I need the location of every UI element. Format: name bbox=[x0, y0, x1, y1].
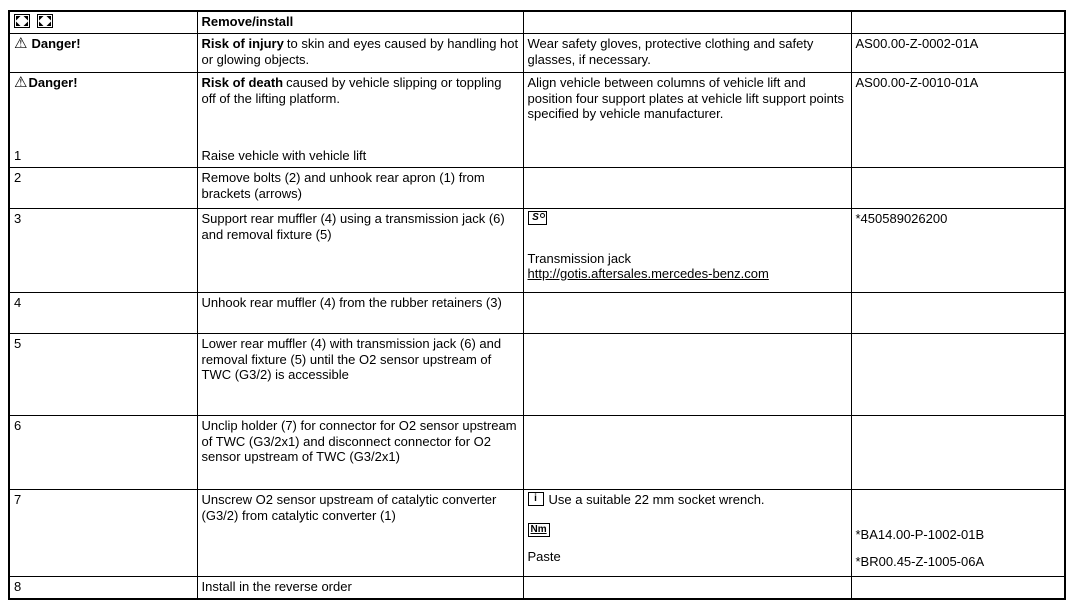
empty-cell bbox=[851, 293, 1065, 334]
table-row bbox=[9, 34, 1065, 73]
risk-description: caused by vehicle slipping or toppling off of the lifting platform. bbox=[201, 75, 502, 106]
empty-cell bbox=[851, 416, 1065, 490]
danger-text: Danger! bbox=[31, 36, 81, 52]
risk-title: Risk of death bbox=[201, 75, 284, 91]
step-number: 4 bbox=[9, 293, 197, 334]
step-instruction: Unhook rear muffler (4) from the rubber retainers (3) bbox=[197, 293, 523, 334]
step-instruction: Raise vehicle with vehicle lift bbox=[201, 148, 367, 163]
step-number: 1 bbox=[14, 148, 22, 163]
procedure-table bbox=[8, 10, 1066, 600]
document-reference[interactable]: AS00.00-Z-0010-01A bbox=[851, 73, 1065, 168]
danger-text: Danger! bbox=[28, 75, 78, 91]
safety-measure: Wear safety gloves, protective clothing and safety glasses, if necessary. bbox=[523, 34, 851, 73]
paste-label: Paste bbox=[527, 548, 561, 564]
empty-cell bbox=[523, 11, 851, 34]
empty-cell bbox=[851, 334, 1065, 416]
table-row bbox=[9, 168, 1065, 209]
empty-cell bbox=[851, 11, 1065, 34]
table-row bbox=[9, 490, 1065, 577]
step-number: 8 bbox=[9, 577, 197, 599]
empty-cell bbox=[523, 293, 851, 334]
empty-cell bbox=[851, 168, 1065, 209]
table-row bbox=[9, 293, 1065, 334]
table-row bbox=[9, 416, 1065, 490]
warning-icon: ⚠ bbox=[14, 35, 28, 53]
empty-cell bbox=[851, 577, 1065, 599]
risk-title: Risk of injury bbox=[201, 36, 284, 52]
step-number: 6 bbox=[9, 416, 197, 490]
danger-label bbox=[14, 36, 193, 51]
danger-label bbox=[14, 75, 193, 90]
column-header-remove-install: Remove/install bbox=[197, 11, 523, 34]
step-number: 3 bbox=[9, 209, 197, 293]
note-text: Use a suitable 22 mm socket wrench. bbox=[548, 492, 765, 508]
risk-description: to skin and eyes caused by handling hot or glowing objects. bbox=[201, 36, 519, 67]
figure-icons-cell bbox=[9, 11, 197, 34]
safety-measure: Align vehicle between columns of vehicle lift and position four support plates at vehicle lift support points specified by vehicle manufacturer. bbox=[523, 73, 851, 168]
step-number: 2 bbox=[9, 168, 197, 209]
step-instruction: Install in the reverse order bbox=[197, 577, 523, 599]
figure-icon[interactable] bbox=[14, 14, 30, 31]
step-instruction: Unscrew O2 sensor upstream of catalytic converter (G3/2) from catalytic converter (1) bbox=[197, 490, 523, 577]
figure-icon[interactable] bbox=[37, 14, 53, 31]
step-instruction: Support rear muffler (4) using a transmission jack (6) and removal fixture (5) bbox=[197, 209, 523, 293]
gotis-link[interactable]: http://gotis.aftersales.mercedes-benz.com bbox=[527, 265, 769, 281]
document-reference[interactable]: *BR00.45-Z-1005-06A bbox=[855, 553, 985, 569]
step-instruction: Remove bolts (2) and unhook rear apron (1) from brackets (arrows) bbox=[197, 168, 523, 209]
info-icon: i bbox=[528, 492, 544, 506]
warning-icon: ⚠ bbox=[14, 74, 28, 92]
empty-cell bbox=[523, 168, 851, 209]
step-number: 7 bbox=[9, 490, 197, 577]
step-instruction: Unclip holder (7) for connector for O2 sensor upstream of TWC (G3/2x1) and disconnect connector for O2 sensor upstream of TWC (G3/2x1) bbox=[197, 416, 523, 490]
table-row bbox=[9, 73, 1065, 168]
empty-cell bbox=[523, 577, 851, 599]
table-row bbox=[9, 11, 1065, 34]
empty-cell bbox=[523, 334, 851, 416]
table-row bbox=[9, 334, 1065, 416]
step-instruction: Lower rear muffler (4) with transmission jack (6) and removal fixture (5) until the O2 sensor upstream of TWC (G3/2) is accessible bbox=[197, 334, 523, 416]
empty-cell bbox=[523, 416, 851, 490]
document-reference[interactable]: *450589026200 bbox=[851, 209, 1065, 293]
document-reference[interactable]: AS00.00-Z-0002-01A bbox=[851, 34, 1065, 73]
document-reference[interactable]: *BA14.00-P-1002-01B bbox=[855, 527, 985, 543]
torque-icon: Nm bbox=[528, 523, 550, 537]
special-tool-name: Transmission jack bbox=[527, 250, 632, 266]
table-row bbox=[9, 209, 1065, 293]
special-tool-icon: S bbox=[528, 211, 547, 225]
step-number: 5 bbox=[9, 334, 197, 416]
table-row bbox=[9, 577, 1065, 599]
